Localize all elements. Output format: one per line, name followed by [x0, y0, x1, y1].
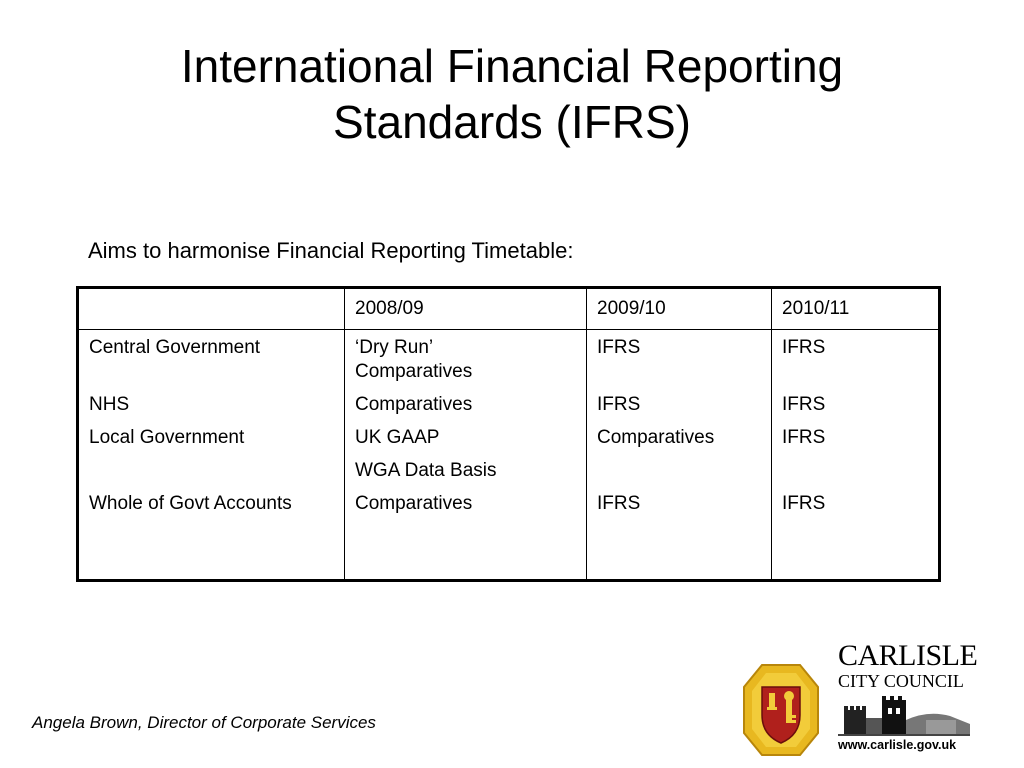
cell-line: IFRS	[782, 394, 826, 415]
header-cell: 2009/10	[587, 288, 772, 330]
body-cell-2008	[345, 330, 587, 581]
cell-line: Comparatives	[355, 394, 473, 415]
cell-line: Comparatives	[597, 427, 715, 448]
header-cell: 2010/11	[772, 288, 940, 330]
title-line-2: Standards (IFRS)	[333, 96, 691, 148]
council-logo	[838, 640, 978, 752]
title-line-1: International Financial Reporting	[180, 40, 844, 92]
cell-line: Comparatives	[355, 493, 473, 514]
timetable-table	[76, 286, 941, 582]
cell-line: NHS	[89, 394, 130, 415]
cell-line: IFRS	[782, 337, 826, 358]
logo-name-line-1: CARLISLE	[838, 639, 978, 672]
logo-name-line-2: CITY COUNCIL	[838, 671, 964, 691]
slide-title	[0, 38, 1024, 150]
cell-line: IFRS	[782, 427, 826, 448]
header-cell	[78, 288, 345, 330]
footer-author: Angela Brown, Director of Corporate Services	[32, 713, 376, 732]
cell-line	[89, 360, 334, 384]
cell-line: Whole of Govt Accounts	[89, 493, 292, 514]
table-row	[78, 330, 940, 581]
cell-line: WGA Data Basis	[355, 460, 497, 481]
cell-line: UK GAAP	[355, 427, 440, 448]
crest-icon	[742, 663, 820, 762]
cell-line: Local Government	[89, 427, 245, 448]
subtitle: Aims to harmonise Financial Reporting Timetable:	[88, 238, 574, 263]
cell-line: IFRS	[782, 493, 826, 514]
castle-icon	[838, 694, 970, 736]
body-cell-entities	[78, 330, 345, 581]
cell-line: Central Government	[89, 337, 261, 358]
cell-line: IFRS	[597, 394, 641, 415]
cell-line: IFRS	[597, 493, 641, 514]
cell-line	[89, 459, 334, 483]
header-cell: 2008/09	[345, 288, 587, 330]
cell-line: IFRS	[597, 337, 641, 358]
cell-line	[597, 360, 761, 384]
cell-line: Comparatives	[355, 361, 473, 382]
body-cell-2010	[772, 330, 940, 581]
cell-line	[782, 360, 928, 384]
logo-url: www.carlisle.gov.uk	[838, 738, 957, 752]
cell-line	[597, 459, 761, 483]
body-cell-2009	[587, 330, 772, 581]
cell-line	[782, 459, 928, 483]
cell-line: ‘Dry Run’	[355, 337, 434, 358]
table-header-row	[78, 288, 940, 330]
